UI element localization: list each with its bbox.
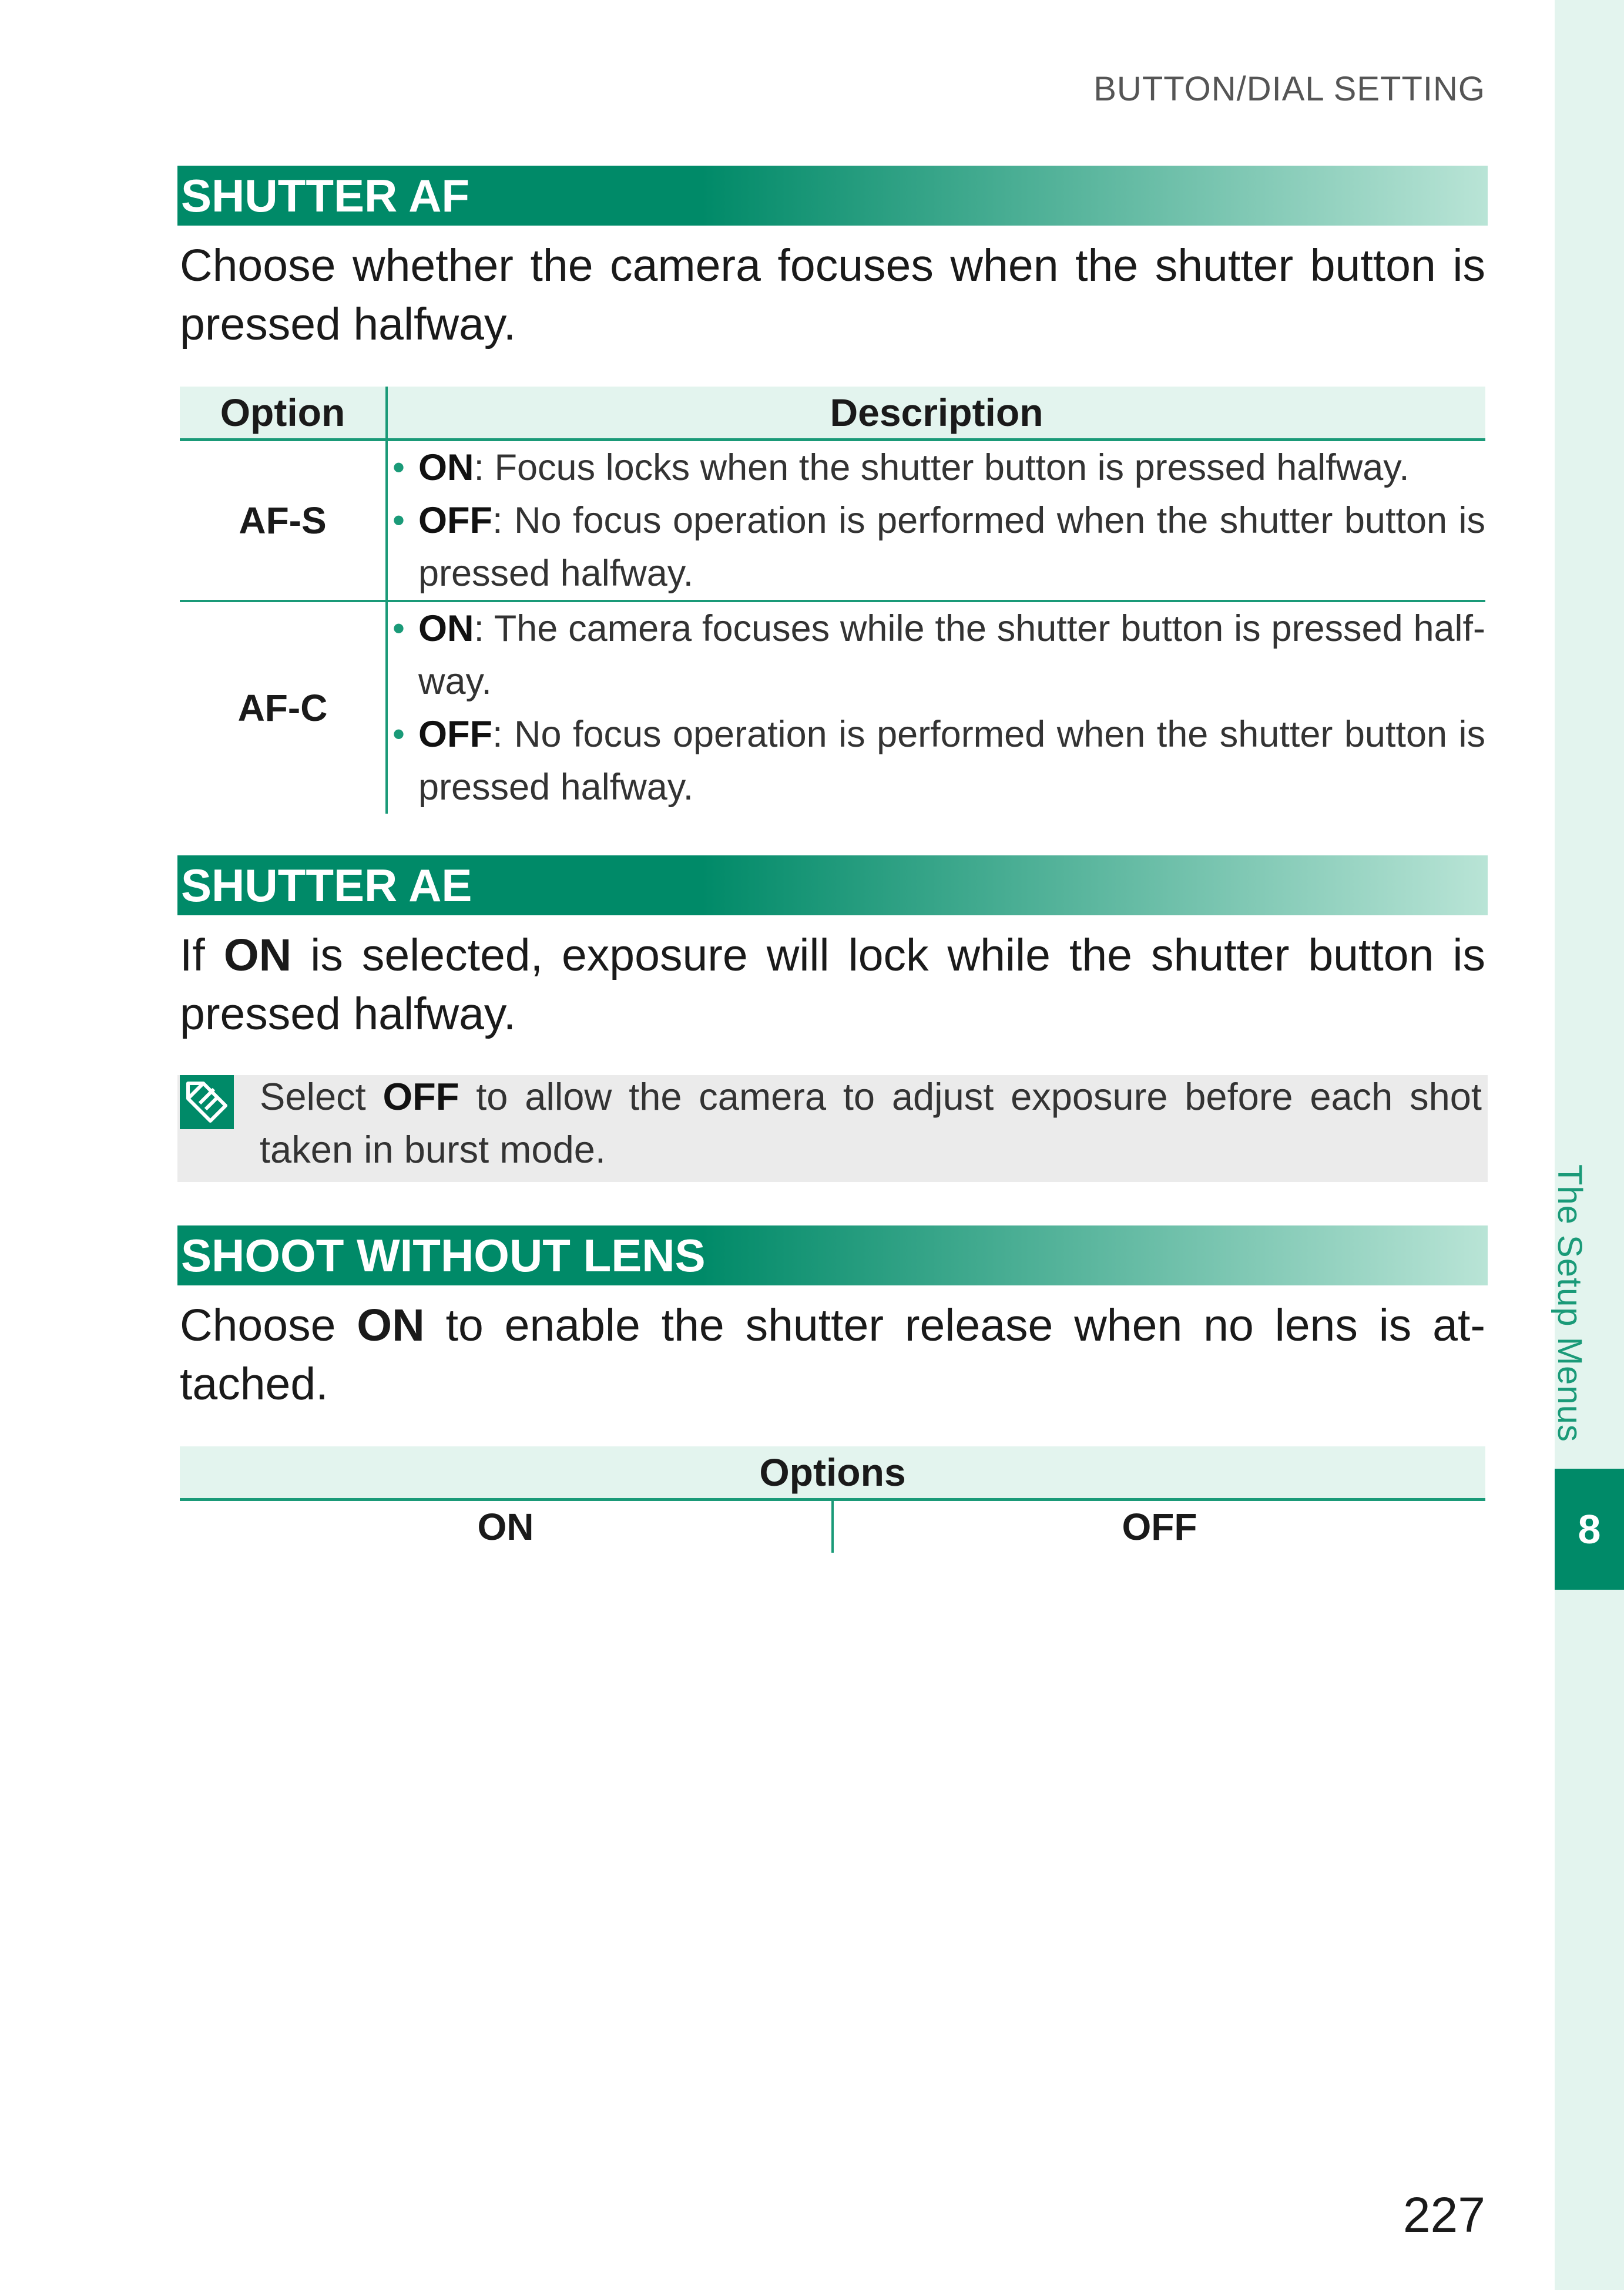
- options-table: [180, 1446, 1485, 1553]
- text-segment: Choose: [180, 1300, 357, 1351]
- text-segment: If: [180, 930, 224, 981]
- table-row: [180, 601, 1485, 814]
- option-af-c: AF-C: [180, 601, 387, 814]
- option-value-text: : Focus locks when the shutter button is pressed halfway.: [474, 447, 1410, 488]
- emphasis: ON: [357, 1300, 425, 1351]
- emphasis: OFF: [382, 1075, 459, 1118]
- list-item: [418, 708, 1485, 814]
- running-header: BUTTON/DIAL SETTING: [1093, 70, 1485, 108]
- text-segment: to enable the shutter release when no lens is at-tached.: [180, 1300, 1485, 1409]
- options-header: Options: [180, 1446, 1485, 1500]
- chapter-tab: 8: [1555, 1469, 1624, 1590]
- option-off: OFF: [833, 1500, 1485, 1553]
- emphasis: ON: [223, 930, 292, 981]
- text-segment: Select: [260, 1075, 383, 1118]
- option-af-s: AF-S: [239, 499, 327, 542]
- text-segment: to allow the camera to adjust exposure before each shot taken in burst mode.: [260, 1075, 1482, 1171]
- option-on: ON: [477, 1506, 534, 1548]
- option-value-text: : No focus operation is performed when the shutter button is pressed halfway.: [418, 500, 1485, 594]
- option-value-key: ON: [418, 447, 474, 488]
- chapter-side-label: The Setup Menus: [1551, 1164, 1589, 1442]
- text-segment: is selected, exposure will lock while the shutter button is pressed halfway.: [180, 930, 1485, 1039]
- section-title-shutter-af: SHUTTER AF: [177, 166, 1488, 226]
- shutter-af-description: Choose whether the camera focuses when the shutter button is pressed halfway.: [180, 240, 1485, 350]
- option-value-key: ON: [418, 608, 474, 649]
- shutter-ae-description: [180, 926, 1485, 1043]
- side-strip: [1555, 0, 1624, 2290]
- table-row: [180, 440, 1485, 602]
- list-item: [418, 602, 1485, 708]
- column-header-option: Option: [180, 387, 387, 440]
- note-text: [260, 1070, 1482, 1176]
- table-row: [180, 1500, 1485, 1553]
- list-item: [418, 494, 1485, 600]
- option-value-key: OFF: [418, 714, 492, 755]
- note-icon: [180, 1075, 234, 1129]
- list-item: [418, 441, 1485, 494]
- column-header-description: Description: [387, 387, 1485, 440]
- option-value-key: OFF: [418, 500, 492, 541]
- description-cell: [387, 601, 1485, 814]
- description-cell: [387, 440, 1485, 602]
- page-number: 227: [1402, 2187, 1485, 2242]
- shoot-without-lens-description: [180, 1296, 1485, 1413]
- section-title-shoot-without-lens: SHOOT WITHOUT LENS: [177, 1225, 1488, 1285]
- shutter-af-table: [180, 387, 1485, 814]
- option-value-text: : No focus operation is performed when the shutter button is pressed halfway.: [418, 714, 1485, 808]
- option-value-text: : The camera focuses while the shutter button is pressed half-way.: [418, 608, 1485, 702]
- section-title-shutter-ae: SHUTTER AE: [177, 855, 1488, 915]
